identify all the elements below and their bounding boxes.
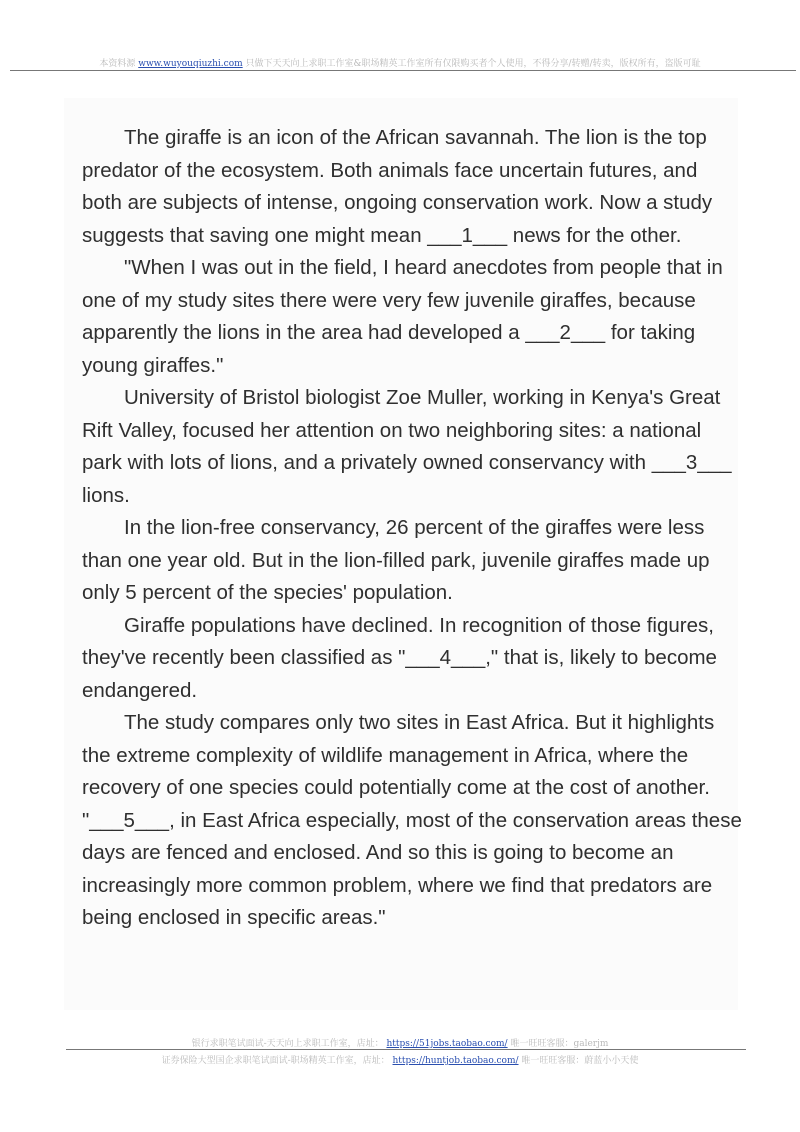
footer-divider — [66, 1049, 746, 1050]
footer-line-2-suffix: 唯一旺旺客服：蔚蓝小小天使 — [521, 1056, 639, 1066]
header-link[interactable]: www.wuyouqiuzhi.com — [138, 59, 243, 69]
footer-line-2-text: 证券保险大型国企求职笔试面试-职场精英工作室，店址： — [161, 1056, 390, 1066]
header-prefix: 本资料源 — [99, 59, 136, 69]
footer-link-2[interactable]: https://huntjob.taobao.com/ — [392, 1056, 519, 1066]
header-suffix: 只做下天天向上求职工作室&职场精英工作室所有仅限购买者个人使用，不得分享/转赠/转卖，版权所有，盗版可耻 — [245, 59, 701, 69]
header-watermark — [0, 56, 800, 69]
paragraph-5: Giraffe populations have declined. In recognition of those figures, they've recently been classified as "___4___," that is, likely to become endangered. — [82, 613, 717, 702]
footer-link-1[interactable]: https://51jobs.taobao.com/ — [386, 1039, 508, 1049]
footer-line-1 — [0, 1036, 800, 1049]
paragraph-3: University of Bristol biologist Zoe Muller, working in Kenya's Great Rift Valley, focused her attention on two neighboring sites: a national park with lots of lions, and a privately owned conservancy with ___3___ lions. — [82, 386, 732, 507]
paragraph-1: The giraffe is an icon of the African savannah. The lion is the top predator of the ecosystem. Both animals face uncertain futures, and both are subjects of intense, ongoing conservation work. Now a study suggests that saving one might mean ___1___ news for the other. — [82, 126, 713, 247]
paragraph-6: The study compares only two sites in East Africa. But it highlights the extreme complexity of wildlife management in Africa, where the recovery of one species could potentially come at the cost of another. "___5___, in East Africa especially, most of the conservation areas these days are fenced and enclosed. And so this is going to become an increasingly more common problem, where we find that predators are being enclosed in specific areas." — [82, 711, 742, 929]
footer-line-2 — [0, 1053, 800, 1066]
article-body — [82, 122, 742, 935]
footer-line-1-suffix: 唯一旺旺客服：galerjm — [510, 1039, 609, 1049]
header-divider — [10, 70, 796, 71]
footer-line-1-text: 银行求职笔试面试-天天向上求职工作室，店址： — [191, 1039, 384, 1049]
paragraph-4: In the lion-free conservancy, 26 percent of the giraffes were less than one year old. But in the lion-filled park, juvenile giraffes made up only 5 percent of the species' population. — [82, 516, 710, 604]
paragraph-2: "When I was out in the field, I heard anecdotes from people that in one of my study sites there were very few juvenile giraffes, because apparently the lions in the area had developed a ___2___ for taking young giraffes." — [82, 256, 723, 377]
